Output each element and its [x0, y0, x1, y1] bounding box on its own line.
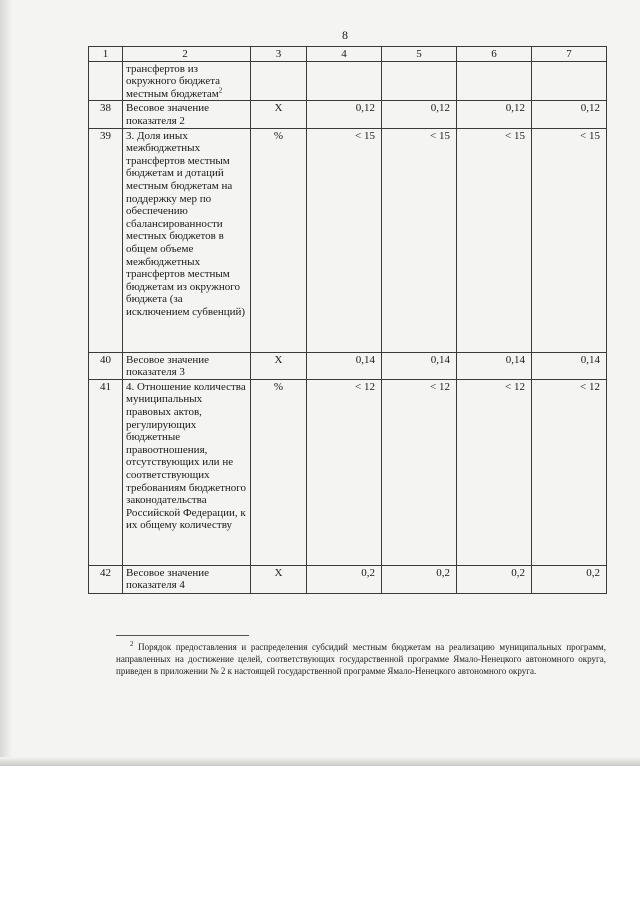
indicator-name: 4. Отношение количества муниципальных правовых актов, регулирующих бюджетные правоотношения, отсутствующих или не соответствующих требованиям бюджетного законодательства Российской Федерации, к их общему количеству: [123, 379, 251, 565]
value-cell: 0,12: [382, 101, 457, 128]
value-cell: 0,14: [457, 352, 532, 379]
value-cell: < 12: [307, 379, 382, 565]
value-cell: [457, 61, 532, 101]
header-cell-2: 2: [123, 47, 251, 62]
indicator-name: 3. Доля иных межбюджетных трансфертов местным бюджетам и дотаций местным бюджетам на поддержку мер по обеспечению сбалансированности местных бюджетов в общем объеме межбюджетных трансфертов местным бюджетам из окружного бюджета (за исключением субвенций): [123, 128, 251, 352]
row-number: 40: [89, 352, 123, 379]
indicator-name: Весовое значение показателя 2: [123, 101, 251, 128]
indicator-name: Весовое значение показателя 4: [123, 565, 251, 593]
row-number: 41: [89, 379, 123, 565]
value-cell: 0,12: [457, 101, 532, 128]
value-cell: [532, 61, 607, 101]
page-shadow-bottom: [0, 757, 640, 766]
unit-cell: %: [251, 128, 307, 352]
footnote-marker: 2: [130, 640, 134, 648]
footnote-ref: 2: [218, 86, 223, 95]
header-cell-5: 5: [382, 47, 457, 62]
table-row: [89, 565, 607, 593]
unit-cell: Х: [251, 565, 307, 593]
table-row: [89, 379, 607, 565]
value-cell: [307, 61, 382, 101]
footnote-separator: [116, 635, 249, 636]
value-cell: < 12: [457, 379, 532, 565]
value-cell: < 12: [382, 379, 457, 565]
row-number: 39: [89, 128, 123, 352]
header-cell-4: 4: [307, 47, 382, 62]
footnote-text: Порядок предоставления и распределения субсидий местным бюджетам на реализацию муниципальных программ, направленных на достижение целей, соответствующих государственной программе Ямало-Ненецкого автономного округа, приведен в приложении № 2 к настоящей государственной программе Ямало-Ненецкого автономного округа.: [116, 642, 606, 676]
table-row: [89, 61, 607, 101]
table-row: [89, 128, 607, 352]
value-cell: 0,14: [382, 352, 457, 379]
value-cell: 0,14: [307, 352, 382, 379]
indicator-name: [123, 61, 251, 101]
table-row: [89, 101, 607, 128]
value-cell: 0,12: [307, 101, 382, 128]
value-cell: 0,2: [532, 565, 607, 593]
page-number: 8: [342, 28, 348, 42]
unit-cell: [251, 61, 307, 101]
value-cell: < 15: [457, 128, 532, 352]
value-cell: 0,2: [307, 565, 382, 593]
value-cell: < 15: [307, 128, 382, 352]
unit-cell: Х: [251, 101, 307, 128]
unit-cell: %: [251, 379, 307, 565]
footnote: [116, 641, 606, 677]
value-cell: < 15: [382, 128, 457, 352]
value-cell: < 12: [532, 379, 607, 565]
page-shadow-left: [0, 0, 12, 766]
row-number: [89, 61, 123, 101]
indicator-name-text: трансфертов из окружного бюджета местным бюджетам: [126, 62, 221, 100]
indicators-table: [88, 46, 607, 594]
table-row: [89, 352, 607, 379]
table-header-row: [89, 47, 607, 62]
header-cell-6: 6: [457, 47, 532, 62]
value-cell: 0,2: [382, 565, 457, 593]
header-cell-7: 7: [532, 47, 607, 62]
unit-cell: Х: [251, 352, 307, 379]
row-number: 38: [89, 101, 123, 128]
value-cell: 0,12: [532, 101, 607, 128]
header-cell-3: 3: [251, 47, 307, 62]
value-cell: 0,14: [532, 352, 607, 379]
value-cell: [382, 61, 457, 101]
value-cell: < 15: [532, 128, 607, 352]
header-cell-1: 1: [89, 47, 123, 62]
row-number: 42: [89, 565, 123, 593]
value-cell: 0,2: [457, 565, 532, 593]
indicator-name: Весовое значение показателя 3: [123, 352, 251, 379]
